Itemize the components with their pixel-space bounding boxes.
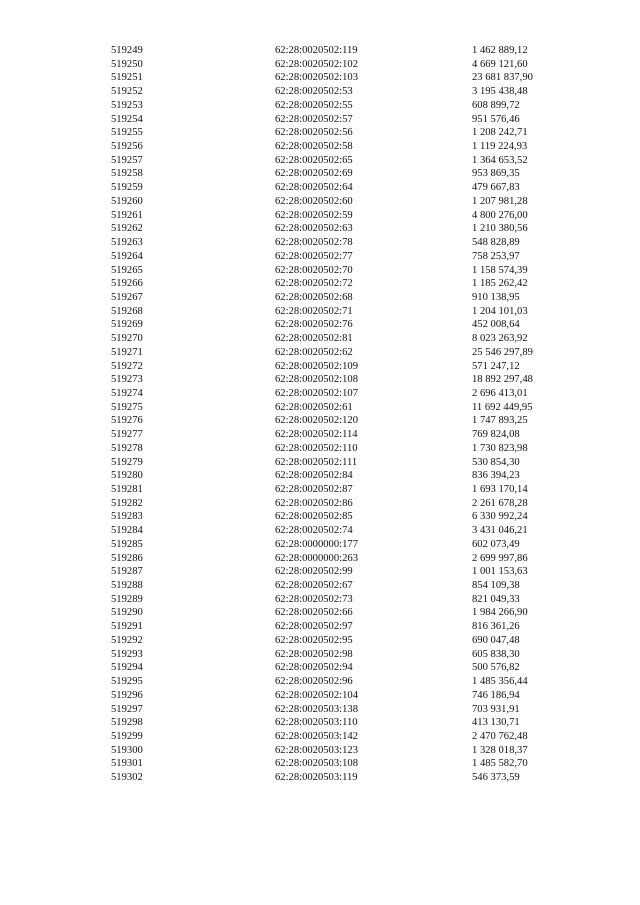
record-id-cell: 519300 xyxy=(111,744,143,756)
record-id-cell: 519258 xyxy=(111,168,143,180)
table-row xyxy=(0,99,640,113)
record-id-cell: 519267 xyxy=(111,291,143,303)
record-id-cell: 519281 xyxy=(111,484,143,495)
cadastral-number-cell: 62:28:0020502:70 xyxy=(275,264,353,276)
table-row xyxy=(0,195,640,209)
value-cell: 1 207 981,28 xyxy=(472,195,528,207)
cadastral-number-cell: 62:28:0020502:114 xyxy=(275,429,358,441)
cadastral-number-cell: 62:28:0020502:76 xyxy=(275,319,353,331)
record-id-cell: 519280 xyxy=(111,470,143,482)
record-id-cell: 519275 xyxy=(111,401,143,413)
table-row xyxy=(0,277,640,291)
table-row xyxy=(0,209,640,223)
cadastral-number-cell: 62:28:0020502:78 xyxy=(275,237,353,249)
value-cell: 452 008,64 xyxy=(472,319,520,331)
value-cell: 25 546 297,89 xyxy=(472,346,533,358)
cadastral-number-cell: 62:28:0020502:86 xyxy=(275,497,353,509)
record-id-cell: 519278 xyxy=(111,442,143,454)
table-row xyxy=(0,113,640,127)
cadastral-number-cell: 62:28:0020502:87 xyxy=(275,484,353,495)
value-cell: 953 869,35 xyxy=(472,168,520,180)
table-row xyxy=(0,387,640,401)
record-id-cell: 519251 xyxy=(111,72,143,84)
cadastral-number-cell: 62:28:0020502:109 xyxy=(275,360,358,372)
cadastral-number-cell: 62:28:0020502:53 xyxy=(275,86,353,98)
value-cell: 4 669 121,60 xyxy=(472,58,528,70)
cadastral-number-cell: 62:28:0020502:111 xyxy=(275,456,358,468)
cadastral-number-cell: 62:28:0020502:67 xyxy=(275,580,353,592)
table-row xyxy=(0,428,640,442)
cadastral-number-cell: 62:28:0020502:96 xyxy=(275,676,353,688)
record-id-cell: 519253 xyxy=(111,99,143,111)
table-row xyxy=(0,126,640,140)
value-cell: 605 838,30 xyxy=(472,648,520,660)
value-cell: 2 699 997,86 xyxy=(472,552,528,564)
cadastral-number-cell: 62:28:0020502:55 xyxy=(275,99,353,111)
table-row xyxy=(0,579,640,593)
cadastral-number-cell: 62:28:0020502:73 xyxy=(275,593,353,605)
table-row xyxy=(0,291,640,305)
value-cell: 1 210 380,56 xyxy=(472,223,528,235)
table-row xyxy=(0,305,640,319)
value-cell: 571 247,12 xyxy=(472,360,520,372)
value-cell: 4 800 276,00 xyxy=(472,209,528,221)
table-row xyxy=(0,771,640,785)
table-row xyxy=(0,44,640,58)
value-cell: 8 023 263,92 xyxy=(472,333,528,345)
value-cell: 602 073,49 xyxy=(472,538,520,550)
table-row xyxy=(0,524,640,538)
value-cell: 608 899,72 xyxy=(472,99,520,111)
table-row xyxy=(0,373,640,387)
record-id-cell: 519262 xyxy=(111,223,143,235)
table-row xyxy=(0,414,640,428)
cadastral-number-cell: 62:28:0020503:138 xyxy=(275,703,358,715)
value-cell: 413 130,71 xyxy=(472,717,520,729)
cadastral-number-cell: 62:28:0020502:66 xyxy=(275,607,353,619)
value-cell: 1 208 242,71 xyxy=(472,127,528,139)
record-id-cell: 519259 xyxy=(111,182,143,194)
cadastral-number-cell: 62:28:0020502:120 xyxy=(275,415,358,427)
cadastral-number-cell: 62:28:0020502:81 xyxy=(275,333,353,345)
cadastral-number-cell: 62:28:0020502:97 xyxy=(275,621,353,633)
cadastral-number-cell: 62:28:0020502:85 xyxy=(275,511,353,523)
cadastral-number-cell: 62:28:0020502:68 xyxy=(275,291,353,303)
record-id-cell: 519302 xyxy=(111,772,143,784)
table-row xyxy=(0,318,640,332)
cadastral-number-cell: 62:28:0020502:64 xyxy=(275,182,353,194)
record-id-cell: 519295 xyxy=(111,676,143,688)
value-cell: 769 824,08 xyxy=(472,429,520,441)
record-id-cell: 519269 xyxy=(111,319,143,331)
value-cell: 1 984 266,90 xyxy=(472,607,528,619)
value-cell: 11 692 449,95 xyxy=(472,401,533,413)
cadastral-number-cell: 62:28:0020502:107 xyxy=(275,387,358,399)
value-cell: 1 204 101,03 xyxy=(472,305,528,317)
cadastral-number-cell: 62:28:0020502:60 xyxy=(275,195,353,207)
table-row xyxy=(0,264,640,278)
record-id-cell: 519270 xyxy=(111,333,143,345)
table-row xyxy=(0,236,640,250)
value-cell: 1 001 153,63 xyxy=(472,566,528,578)
table-row xyxy=(0,154,640,168)
table-row xyxy=(0,222,640,236)
value-cell: 1 328 018,37 xyxy=(472,744,528,756)
cadastral-number-cell: 62:28:0020502:72 xyxy=(275,278,353,290)
table-row xyxy=(0,757,640,771)
value-cell: 530 854,30 xyxy=(472,456,520,468)
record-id-cell: 519250 xyxy=(111,58,143,70)
record-id-cell: 519249 xyxy=(111,45,143,56)
value-cell: 479 667,83 xyxy=(472,182,520,194)
table-row xyxy=(0,730,640,744)
value-cell: 3 195 438,48 xyxy=(472,86,528,98)
table-row xyxy=(0,250,640,264)
value-cell: 1 485 356,44 xyxy=(472,676,528,688)
cadastral-number-cell: 62:28:0000000:177 xyxy=(275,538,358,550)
value-cell: 548 828,89 xyxy=(472,237,520,249)
table-row xyxy=(0,469,640,483)
record-id-cell: 519291 xyxy=(111,621,143,633)
table-row xyxy=(0,565,640,579)
cadastral-number-cell: 62:28:0000000:263 xyxy=(275,552,358,564)
record-id-cell: 519299 xyxy=(111,730,143,742)
record-id-cell: 519271 xyxy=(111,346,143,358)
cadastral-number-cell: 62:28:0020502:58 xyxy=(275,141,353,153)
table-row xyxy=(0,181,640,195)
table-row xyxy=(0,510,640,524)
value-cell: 1 119 224,93 xyxy=(472,141,528,153)
data-table xyxy=(0,44,640,785)
cadastral-number-cell: 62:28:0020502:61 xyxy=(275,401,353,413)
record-id-cell: 519268 xyxy=(111,305,143,317)
table-row xyxy=(0,167,640,181)
cadastral-number-cell: 62:28:0020502:108 xyxy=(275,374,358,386)
record-id-cell: 519293 xyxy=(111,648,143,660)
cadastral-number-cell: 62:28:0020502:119 xyxy=(275,45,358,56)
cadastral-number-cell: 62:28:0020502:57 xyxy=(275,113,353,125)
record-id-cell: 519301 xyxy=(111,758,143,770)
record-id-cell: 519260 xyxy=(111,195,143,207)
value-cell: 2 696 413,01 xyxy=(472,387,528,399)
cadastral-number-cell: 62:28:0020503:119 xyxy=(275,772,358,784)
table-row xyxy=(0,483,640,497)
record-id-cell: 519292 xyxy=(111,634,143,646)
record-id-cell: 519288 xyxy=(111,580,143,592)
value-cell: 816 361,26 xyxy=(472,621,520,633)
record-id-cell: 519283 xyxy=(111,511,143,523)
table-row xyxy=(0,346,640,360)
record-id-cell: 519298 xyxy=(111,717,143,729)
table-row xyxy=(0,401,640,415)
value-cell: 23 681 837,90 xyxy=(472,72,533,84)
value-cell: 1 185 262,42 xyxy=(472,278,528,290)
value-cell: 703 931,91 xyxy=(472,703,520,715)
cadastral-number-cell: 62:28:0020502:110 xyxy=(275,442,358,454)
table-row xyxy=(0,140,640,154)
record-id-cell: 519266 xyxy=(111,278,143,290)
cadastral-number-cell: 62:28:0020502:71 xyxy=(275,305,353,317)
record-id-cell: 519287 xyxy=(111,566,143,578)
cadastral-number-cell: 62:28:0020502:77 xyxy=(275,250,353,262)
cadastral-number-cell: 62:28:0020503:123 xyxy=(275,744,358,756)
value-cell: 1 364 653,52 xyxy=(472,154,528,166)
value-cell: 3 431 046,21 xyxy=(472,525,528,537)
record-id-cell: 519263 xyxy=(111,237,143,249)
table-row xyxy=(0,716,640,730)
cadastral-number-cell: 62:28:0020502:94 xyxy=(275,662,353,674)
cadastral-number-cell: 62:28:0020503:108 xyxy=(275,758,358,770)
record-id-cell: 519265 xyxy=(111,264,143,276)
value-cell: 2 261 678,28 xyxy=(472,497,528,509)
record-id-cell: 519254 xyxy=(111,113,143,125)
value-cell: 1 462 889,12 xyxy=(472,45,528,56)
record-id-cell: 519285 xyxy=(111,538,143,550)
value-cell: 910 138,95 xyxy=(472,291,520,303)
value-cell: 690 047,48 xyxy=(472,634,520,646)
record-id-cell: 519289 xyxy=(111,593,143,605)
table-row xyxy=(0,703,640,717)
table-row xyxy=(0,85,640,99)
table-row xyxy=(0,456,640,470)
table-row xyxy=(0,648,640,662)
record-id-cell: 519252 xyxy=(111,86,143,98)
record-id-cell: 519294 xyxy=(111,662,143,674)
table-row xyxy=(0,675,640,689)
record-id-cell: 519279 xyxy=(111,456,143,468)
value-cell: 821 049,33 xyxy=(472,593,520,605)
value-cell: 2 470 762,48 xyxy=(472,730,528,742)
cadastral-number-cell: 62:28:0020502:98 xyxy=(275,648,353,660)
cadastral-number-cell: 62:28:0020502:59 xyxy=(275,209,353,221)
record-id-cell: 519286 xyxy=(111,552,143,564)
table-row xyxy=(0,442,640,456)
value-cell: 758 253,97 xyxy=(472,250,520,262)
cadastral-number-cell: 62:28:0020502:74 xyxy=(275,525,353,537)
value-cell: 1 747 893,25 xyxy=(472,415,528,427)
value-cell: 546 373,59 xyxy=(472,772,520,784)
value-cell: 6 330 992,24 xyxy=(472,511,528,523)
value-cell: 854 109,38 xyxy=(472,580,520,592)
cadastral-number-cell: 62:28:0020502:103 xyxy=(275,72,358,84)
record-id-cell: 519261 xyxy=(111,209,143,221)
cadastral-number-cell: 62:28:0020502:104 xyxy=(275,689,358,701)
record-id-cell: 519297 xyxy=(111,703,143,715)
cadastral-number-cell: 62:28:0020502:56 xyxy=(275,127,353,139)
table-row xyxy=(0,58,640,72)
table-row xyxy=(0,360,640,374)
table-row xyxy=(0,497,640,511)
value-cell: 1 730 823,98 xyxy=(472,442,528,454)
record-id-cell: 519276 xyxy=(111,415,143,427)
value-cell: 1 485 582,70 xyxy=(472,758,528,770)
cadastral-number-cell: 62:28:0020502:84 xyxy=(275,470,353,482)
cadastral-number-cell: 62:28:0020502:69 xyxy=(275,168,353,180)
value-cell: 951 576,46 xyxy=(472,113,520,125)
record-id-cell: 519273 xyxy=(111,374,143,386)
record-id-cell: 519257 xyxy=(111,154,143,166)
record-id-cell: 519264 xyxy=(111,250,143,262)
table-row xyxy=(0,552,640,566)
table-row xyxy=(0,620,640,634)
value-cell: 836 394,23 xyxy=(472,470,520,482)
value-cell: 500 576,82 xyxy=(472,662,520,674)
cadastral-number-cell: 62:28:0020502:95 xyxy=(275,634,353,646)
record-id-cell: 519277 xyxy=(111,429,143,441)
record-id-cell: 519296 xyxy=(111,689,143,701)
table-row xyxy=(0,71,640,85)
record-id-cell: 519284 xyxy=(111,525,143,537)
cadastral-number-cell: 62:28:0020503:142 xyxy=(275,730,358,742)
cadastral-number-cell: 62:28:0020502:102 xyxy=(275,58,358,70)
cadastral-number-cell: 62:28:0020502:62 xyxy=(275,346,353,358)
table-row xyxy=(0,538,640,552)
cadastral-number-cell: 62:28:0020502:65 xyxy=(275,154,353,166)
cadastral-number-cell: 62:28:0020503:110 xyxy=(275,717,358,729)
cadastral-number-cell: 62:28:0020502:99 xyxy=(275,566,353,578)
record-id-cell: 519274 xyxy=(111,387,143,399)
cadastral-number-cell: 62:28:0020502:63 xyxy=(275,223,353,235)
record-id-cell: 519282 xyxy=(111,497,143,509)
table-row xyxy=(0,634,640,648)
value-cell: 1 693 170,14 xyxy=(472,484,528,495)
value-cell: 1 158 574,39 xyxy=(472,264,528,276)
table-row xyxy=(0,661,640,675)
value-cell: 18 892 297,48 xyxy=(472,374,533,386)
record-id-cell: 519290 xyxy=(111,607,143,619)
table-row xyxy=(0,744,640,758)
table-row xyxy=(0,332,640,346)
value-cell: 746 186,94 xyxy=(472,689,520,701)
table-row xyxy=(0,593,640,607)
record-id-cell: 519272 xyxy=(111,360,143,372)
record-id-cell: 519256 xyxy=(111,141,143,153)
table-row xyxy=(0,606,640,620)
table-row xyxy=(0,689,640,703)
record-id-cell: 519255 xyxy=(111,127,143,139)
